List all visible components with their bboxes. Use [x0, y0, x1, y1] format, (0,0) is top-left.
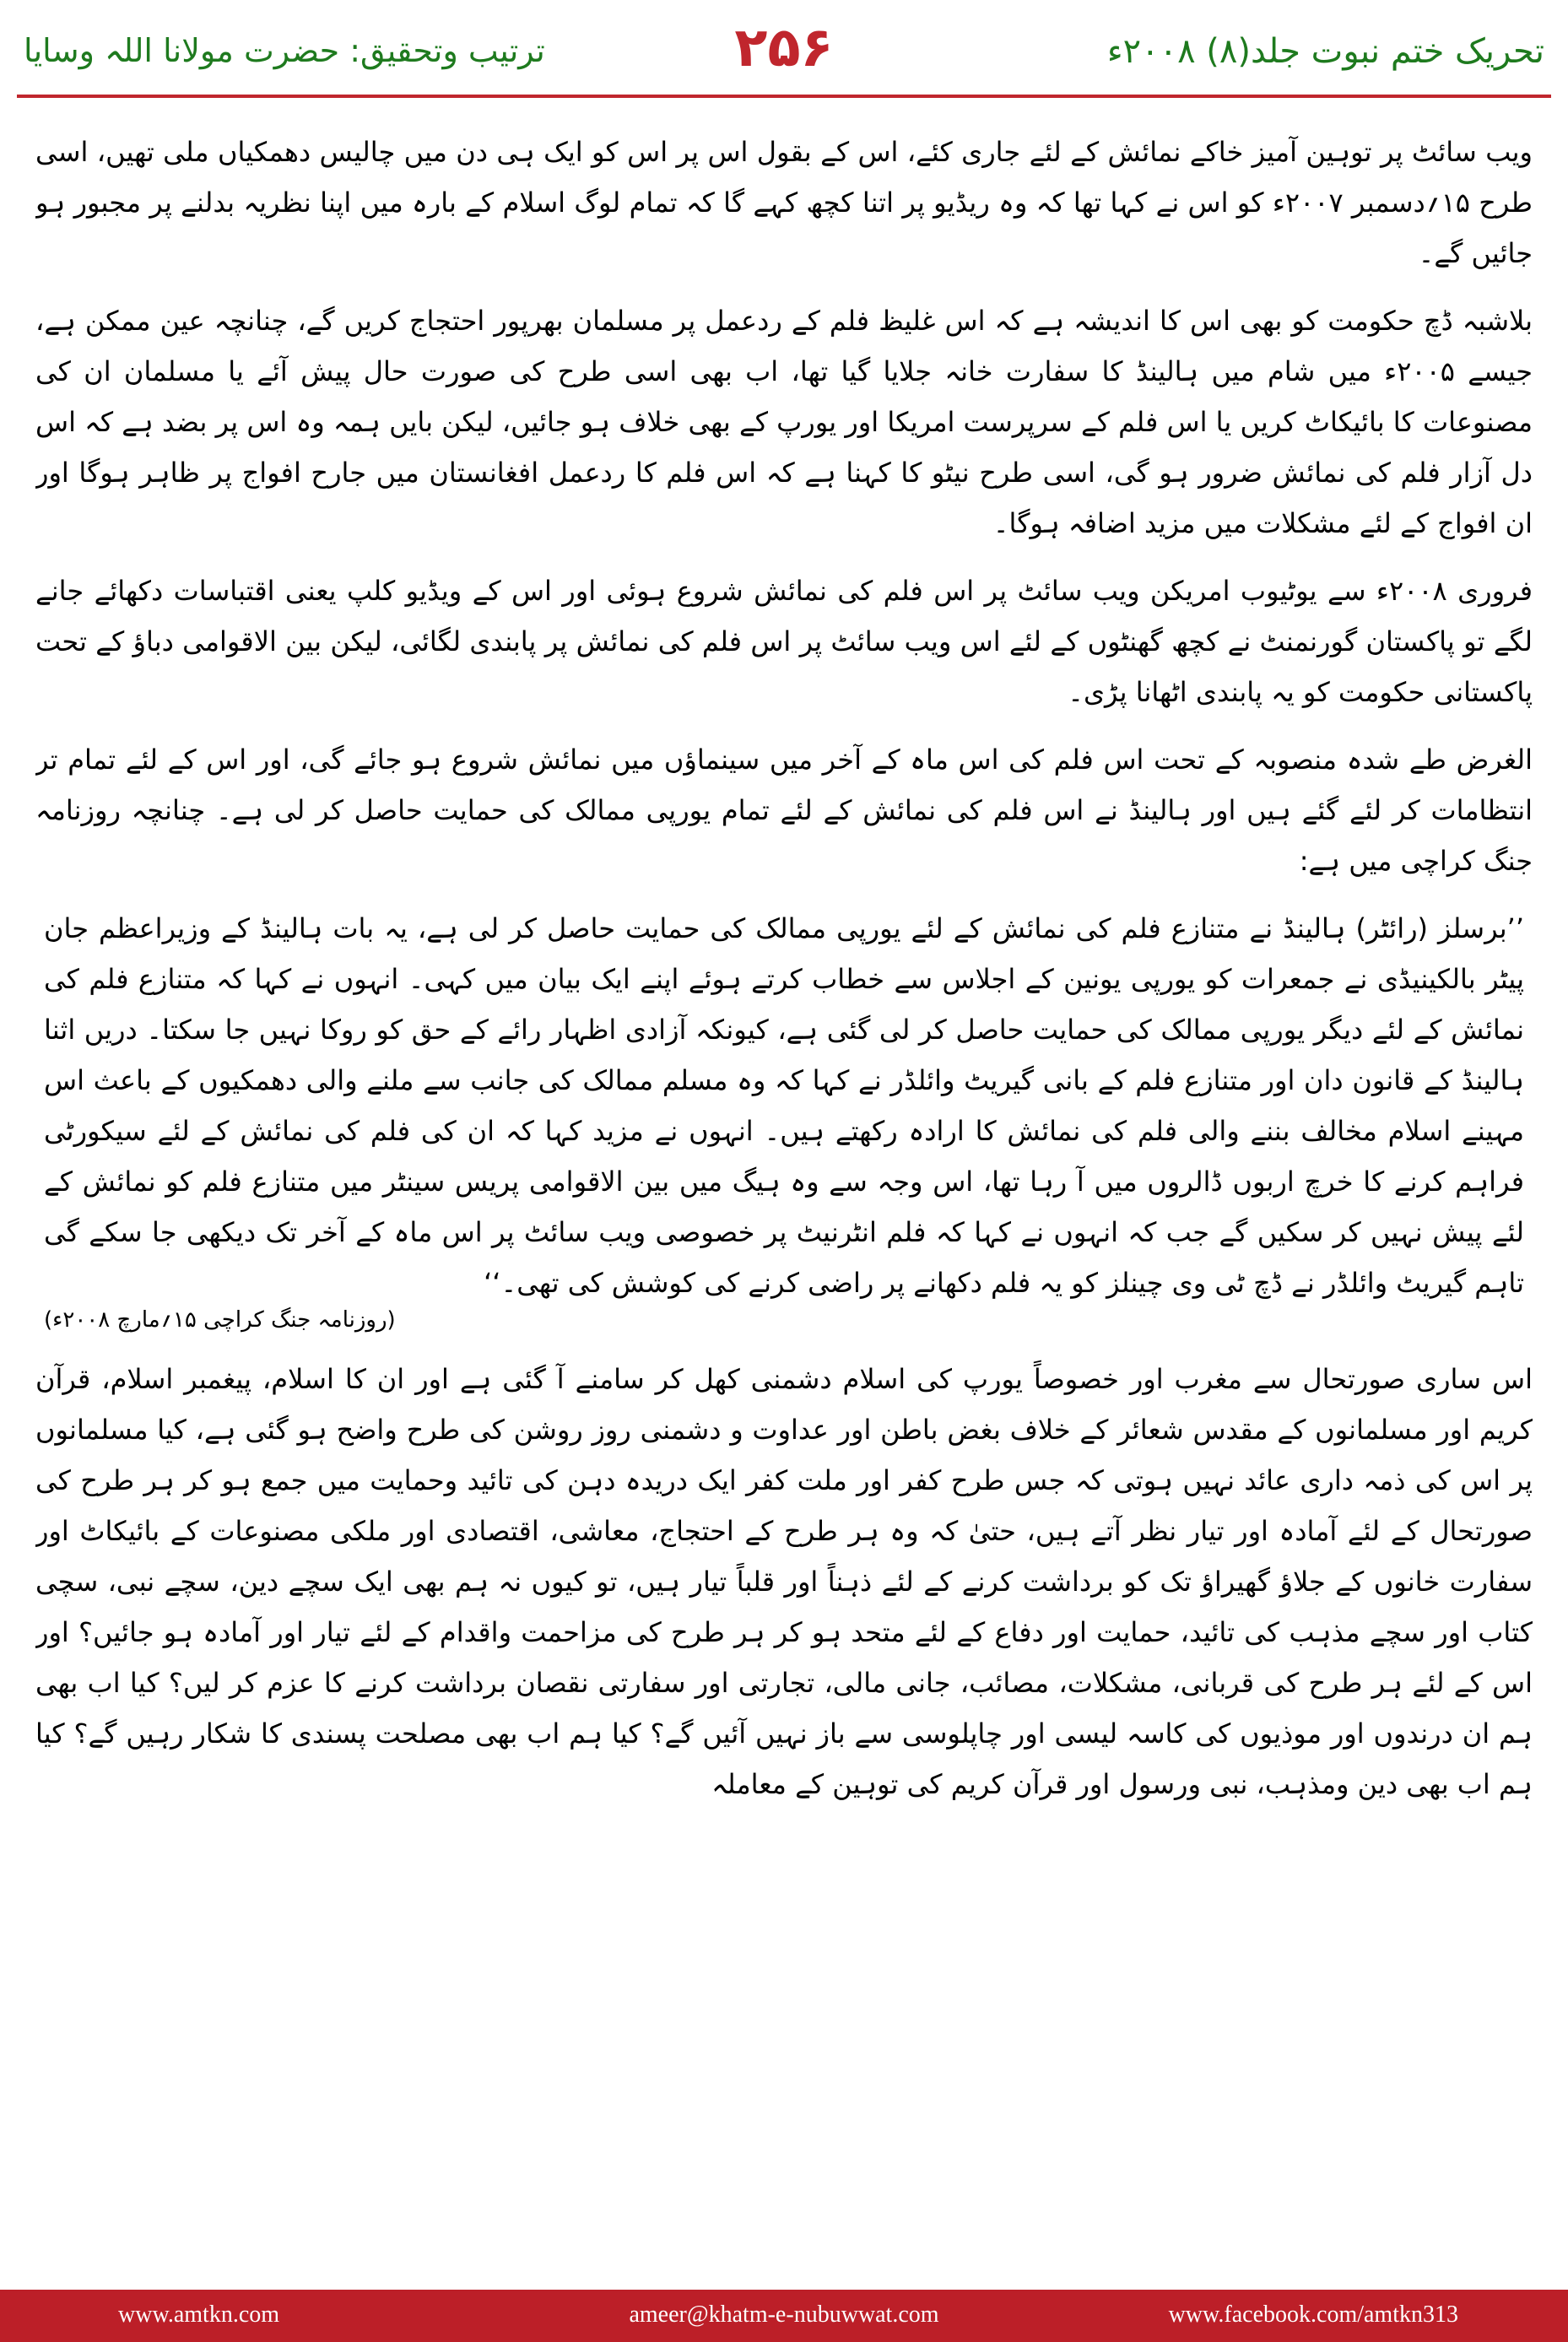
closing-paragraph: اس ساری صورتحال سے مغرب اور خصوصاً یورپ کی اسلام دشمنی کھل کر سامنے آ گئی ہے اور ان کا اسلام، پیغمبر اسلام، قرآن کریم اور مسلمانوں کے مقدس شعائر کے خلاف بغض باطن اور عداوت و دشمنی روز روشن کی طرح واضح ہو گئی ہے، کیا مسلمانوں پر اس کی ذمہ داری عائد نہیں ہوتی کہ جس طرح کفر اور ملت کفر ایک دریدہ دہن کی تائید وحمایت میں جمع ہو کر ہر طرح کی صورتحال کے لئے آمادہ اور تیار نظر آتے ہیں، حتیٰ کہ وہ ہر طرح کے احتجاج، معاشی، اقتصادی اور ملکی مصنوعات کے بائیکاٹ اور سفارت خانوں کے جلاؤ گھیراؤ تک کو برداشت کرنے کے لئے ذہناً اور قلباً تیار ہیں، تو کیوں نہ ہم بھی ایک سچے دین، سچے نبی، سچی کتاب اور سچے مذہب کی تائید، حمایت اور دفاع کے لئے متحد ہو کر ہر طرح کی مزاحمت واقدام کے لئے تیار اور آمادہ ہو جائیں؟ اور اس کے لئے ہر طرح کی قربانی، مشکلات، مصائب، جانی مالی، تجارتی اور سفارتی نقصان برداشت کرنے کا عزم کر لیں؟ کیا اب بھی ہم ان درندوں اور موذیوں کی کاسہ لیسی اور چاپلوسی سے باز نہیں آئیں گے؟ کیا ہم اب بھی مصلحت پسندی کا شکار رہیں گے؟ کیا ہم اب بھی دین ومذہب، نبی ورسول اور قرآن کریم کی توہین کے معاملہ: [35, 1363, 1533, 1800]
news-quote: [35, 903, 1533, 1337]
footer-email-link[interactable]: ameer@khatm-e-nubuwwat.com: [629, 2301, 939, 2328]
page-header: [0, 0, 1568, 93]
page-number: ۲۵۶: [734, 17, 834, 79]
book-title: تحریک ختم نبوت جلد(۸) ۲۰۰۸ء: [1106, 32, 1544, 71]
compiler-credit: ترتیب وتحقیق: حضرت مولانا اللہ وسایا: [24, 32, 545, 69]
paragraph-2: بلاشبہ ڈچ حکومت کو بھی اس کا اندیشہ ہے کہ اس غلیظ فلم کے ردعمل پر مسلمان بھرپور احتجاج کریں گے، چنانچہ عین ممکن ہے، جیسے ۲۰۰۵ء میں شام میں ہالینڈ کا سفارت خانہ جلایا گیا تھا، اب بھی اسی طرح کی صورت حال پیش آئے یا مسلمان ان کی مصنوعات کا بائیکاٹ کریں یا اس فلم کے سرپرست امریکا اور یورپ کے بھی خلاف ہو جائیں، لیکن بایں ہمہ وہ اس پر بضد ہے کہ اس دل آزار فلم کی نمائش ضرور ہو گی، اسی طرح نیٹو کا کہنا ہے کہ اس فلم کا ردعمل افغانستان میں جارح افواج پر ظاہر ہوگا اور ان افواج کے لئے مشکلات میں مزید اضافہ ہوگا۔: [35, 305, 1533, 539]
page-footer: [0, 2290, 1568, 2342]
header-divider: [17, 95, 1551, 98]
paragraph-4: الغرض طے شدہ منصوبہ کے تحت اس فلم کی اس ماہ کے آخر میں سینماؤں میں نمائش شروع ہو جائے گی، اور اس کے لئے تمام تر انتظامات کر لئے گئے ہیں اور ہالینڈ نے اس فلم کی نمائش کے لئے تمام یورپی ممالک کی حمایت حاصل کر لی ہے۔ چنانچہ روزنامہ جنگ کراچی میں ہے:: [35, 744, 1533, 877]
quote-text: ’’برسلز (رائٹر) ہالینڈ نے متنازع فلم کی نمائش کے لئے یورپی ممالک کی حمایت حاصل کر لی ہے، یہ بات ہالینڈ کے وزیراعظم جان پیٹر بالکینیڈی نے جمعرات کو یورپی یونین کے اجلاس سے خطاب کرتے ہوئے اپنے ایک بیان میں کہی۔ انہوں نے کہا کہ متنازع فلم کی نمائش کے لئے دیگر یورپی ممالک کی حمایت حاصل کر لی گئی ہے، کیونکہ آزادی اظہار رائے کے حق کو روکا نہیں جا سکتا۔ دریں اثنا ہالینڈ کے قانون دان اور متنازع فلم کے بانی گیریٹ وائلڈر نے کہا کہ وہ مسلم ممالک کی جانب سے ملنے والی دھمکیوں کے باعث اس مہینے اسلام مخالف بننے والی فلم کی نمائش کا ارادہ رکھتے ہیں۔ انہوں نے مزید کہا کہ ان کی فلم کی نمائش کے لئے سیکورٹی فراہم کرنے کا خرچ اربوں ڈالروں میں آ رہا تھا، اس وجہ سے وہ ہیگ میں بین الاقوامی پریس سینٹر میں متنازع فلم کو نمائش کے لئے پیش نہیں کر سکیں گے جب کہ انہوں نے کہا کہ فلم انٹرنیٹ پر خصوصی ویب سائٹ پر اس ماہ کے آخر تک دیکھی جا سکے گی تاہم گیریٹ وائلڈر نے ڈچ ٹی وی چینلز کو یہ فلم دکھانے پر راضی کرنے کی کوشش کی تھی۔‘‘: [44, 912, 1524, 1299]
quote-citation: (روزنامہ جنگ کراچی ۱۵؍مارچ ۲۰۰۸ء): [44, 1307, 396, 1333]
paragraph-3: فروری ۲۰۰۸ء سے یوٹیوب امریکن ویب سائٹ پر اس فلم کی نمائش شروع ہوئی اور اس کے ویڈیو کلپ یعنی اقتباسات دکھائے جانے لگے تو پاکستان گورنمنٹ نے کچھ گھنٹوں کے لئے اس ویب سائٹ پر اس فلم کی نمائش پر پابندی لگائی، لیکن بین الاقوامی دباؤ کے تحت پاکستانی حکومت کو یہ پابندی اٹھانا پڑی۔: [35, 575, 1533, 708]
paragraph-1: ویب سائٹ پر توہین آمیز خاکے نمائش کے لئے جاری کئے، اس کے بقول اس پر اس کو ایک ہی دن میں چالیس دھمکیاں ملی تھیں، اسی طرح ۱۵؍دسمبر ۲۰۰۷ء کو اس نے کہا تھا کہ وہ ریڈیو پر اتنا کچھ کہے گا کہ تمام لوگ اسلام کے بارہ میں اپنا نظریہ بدلنے پر مجبور ہو جائیں گے۔: [35, 136, 1533, 269]
footer-website-link[interactable]: www.amtkn.com: [118, 2301, 280, 2328]
page-body: [35, 127, 1533, 2258]
footer-facebook-link[interactable]: www.facebook.com/amtkn313: [1168, 2301, 1458, 2328]
